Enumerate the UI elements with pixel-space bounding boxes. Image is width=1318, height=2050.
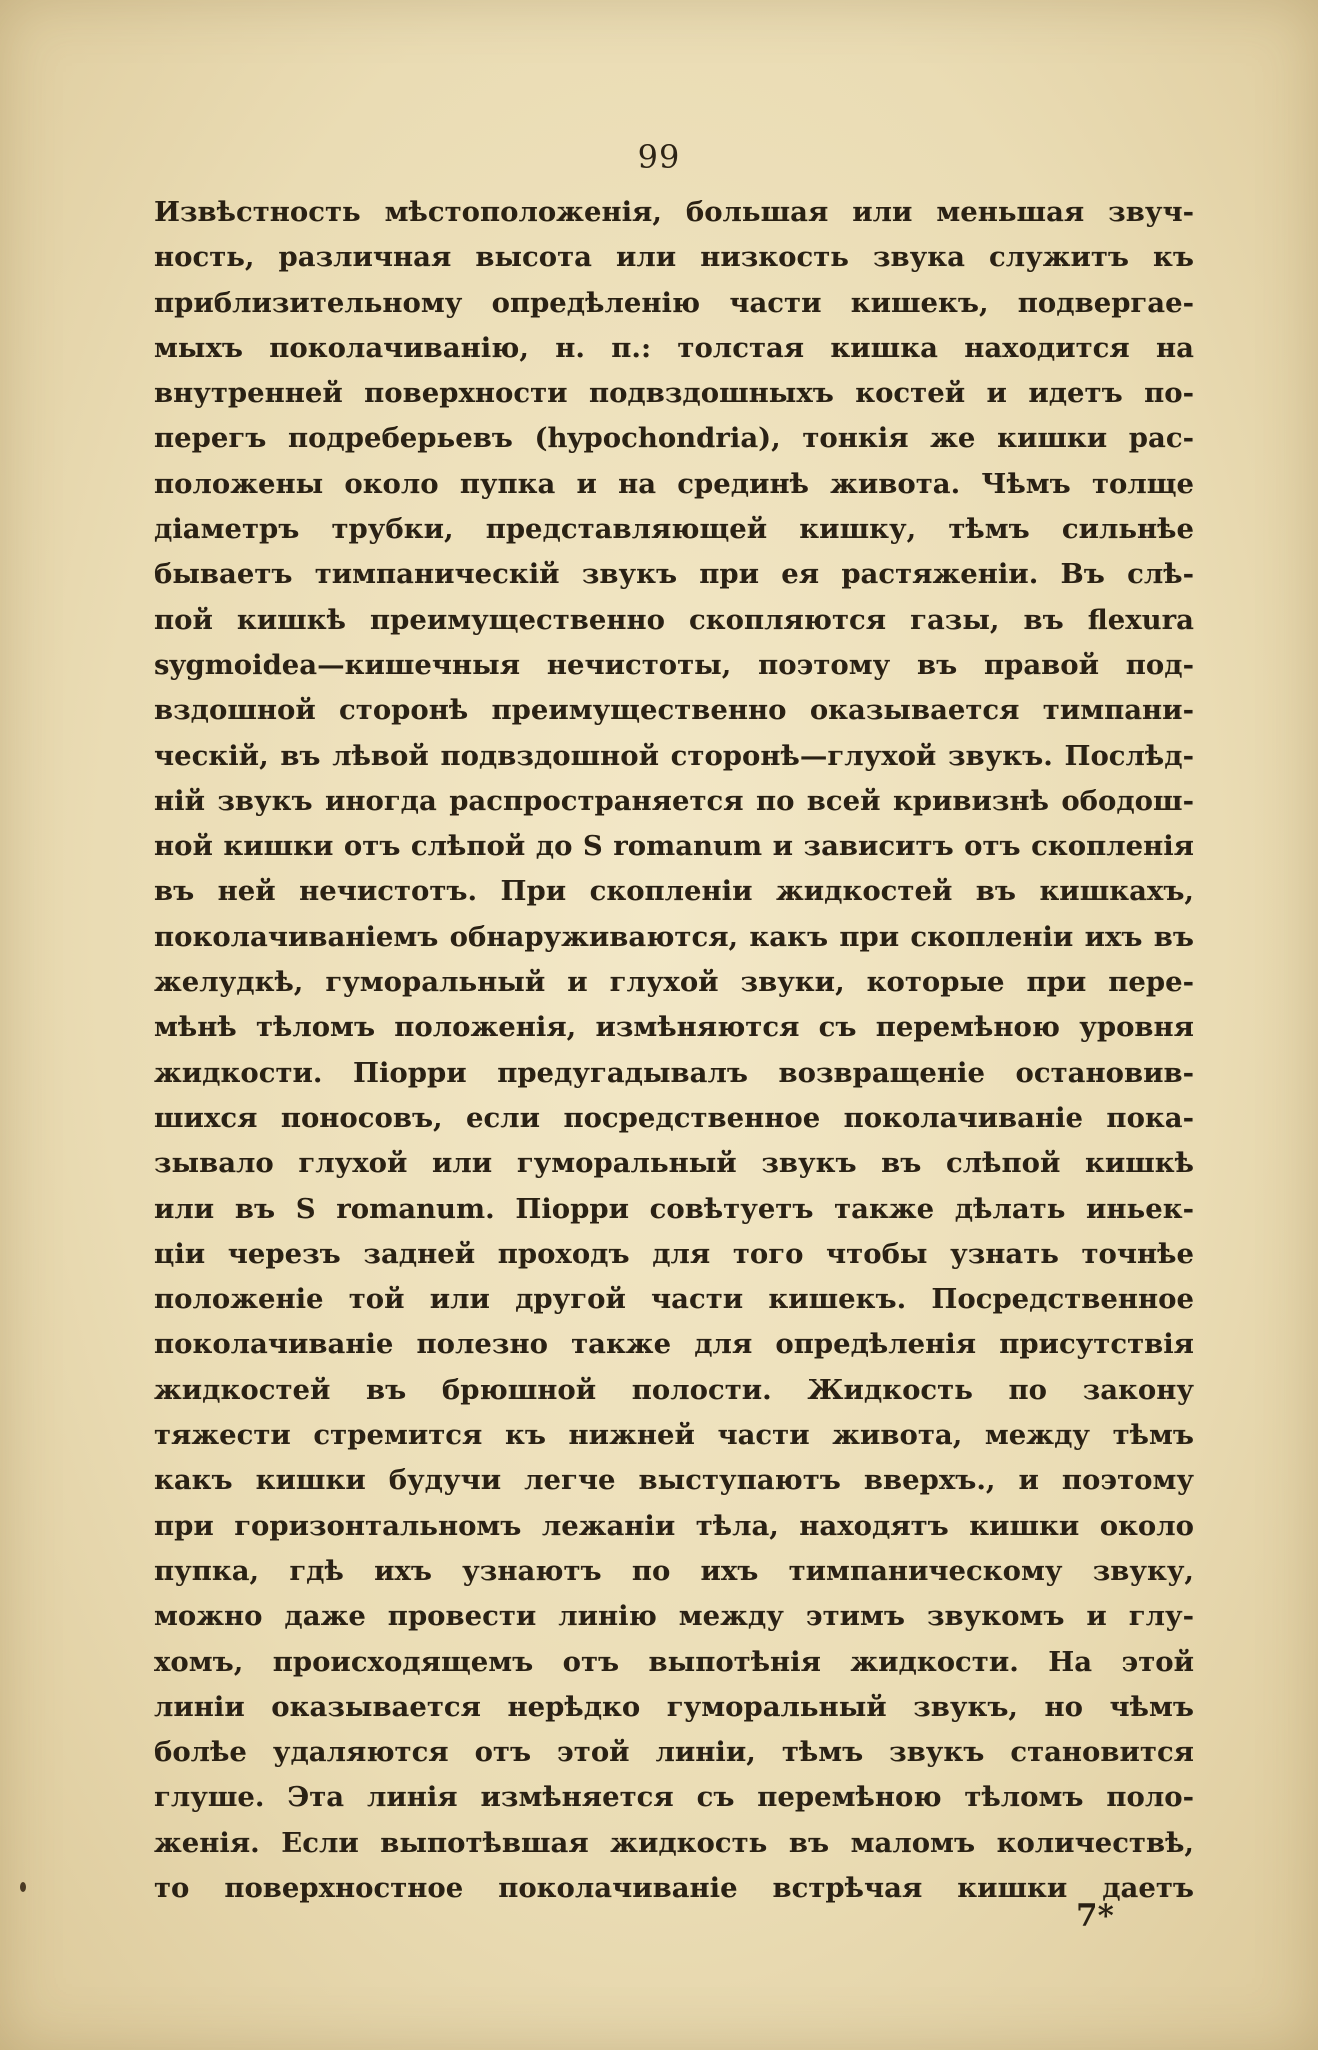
- text-line: какъ кишки будучи легче выступаютъ вверхъ., и поэтому: [154, 1464, 1194, 1497]
- text-line: хомъ, происходящемъ отъ выпотѣнія жидкости. На этой: [154, 1645, 1194, 1678]
- signature-mark: 7*: [1076, 1898, 1114, 1934]
- text-line: sygmoidea—кишечныя нечистоты, поэтому въ правой под-: [154, 648, 1194, 681]
- text-line: ческій, въ лѣвой подвздошной сторонѣ—глухой звукъ. Послѣд-: [154, 739, 1194, 772]
- text-line: то поверхностное поколачиваніе встрѣчая кишки даетъ: [154, 1871, 1194, 1904]
- text-line: болѣе удаляются отъ этой линіи, тѣмъ звукъ становится: [154, 1736, 1194, 1769]
- page-number: 99: [637, 138, 681, 176]
- text-line: при горизонтальномъ лежаніи тѣла, находятъ кишки около: [154, 1509, 1194, 1542]
- text-line: бываетъ тимпаническій звукъ при ея растяженіи. Въ слѣ-: [154, 558, 1194, 591]
- text-line: мѣнѣ тѣломъ положенія, измѣняются съ перемѣною уровня: [154, 1011, 1194, 1044]
- text-line: ность, различная высота или низкость звука служитъ къ: [154, 241, 1194, 274]
- text-line: Извѣстность мѣстоположенія, большая или меньшая звуч-: [154, 196, 1194, 228]
- ink-spot: [20, 1882, 26, 1892]
- text-line: шихся поносовъ, если посредственное поколачиваніе пока-: [154, 1101, 1194, 1134]
- text-line: поколачиваніе полезно также для опредѣленія присутствія: [154, 1328, 1194, 1361]
- text-line: линіи оказывается нерѣдко гуморальный звукъ, но чѣмъ: [154, 1690, 1194, 1723]
- text-line: діаметръ трубки, представляющей кишку, тѣмъ сильнѣе: [154, 513, 1194, 546]
- text-line: жидкости. Піорри предугадывалъ возвращеніе остановив-: [154, 1056, 1194, 1089]
- text-line: глуше. Эта линія измѣняется съ перемѣною тѣломъ поло-: [154, 1781, 1194, 1814]
- text-line: желудкѣ, гуморальный и глухой звуки, которые при пере-: [154, 966, 1194, 999]
- text-line: положеніе той или другой части кишекъ. Посредственное: [154, 1283, 1194, 1316]
- text-line: поколачиваніемъ обнаруживаются, какъ при скопленіи ихъ въ: [154, 920, 1194, 953]
- text-line: зывало глухой или гуморальный звукъ въ слѣпой кишкѣ: [154, 1147, 1194, 1180]
- text-line: тяжести стремится къ нижней части живота, между тѣмъ: [154, 1419, 1194, 1452]
- text-line: ній звукъ иногда распространяется по всей кривизнѣ ободош-: [154, 784, 1194, 817]
- text-line: внутренней поверхности подвздошныхъ костей и идетъ по-: [154, 377, 1194, 410]
- text-line: въ ней нечистотъ. При скопленіи жидкостей въ кишкахъ,: [154, 875, 1194, 908]
- text-line: положены около пупка и на срединѣ живота. Чѣмъ толще: [154, 467, 1194, 500]
- body-text: [154, 190, 1194, 1911]
- text-line: пой кишкѣ преимущественно скопляются газы, въ flexura: [154, 603, 1194, 636]
- text-line: пупка, гдѣ ихъ узнаютъ по ихъ тимпаническому звуку,: [154, 1554, 1194, 1587]
- text-line: жидкостей въ брюшной полости. Жидкость по закону: [154, 1373, 1194, 1406]
- text-line: ной кишки отъ слѣпой до S romanum и зависитъ отъ скопленія: [154, 830, 1194, 863]
- text-line: можно даже провести линію между этимъ звукомъ и глу-: [154, 1600, 1194, 1633]
- text-line: вздошной сторонѣ преимущественно оказывается тимпани-: [154, 694, 1194, 727]
- text-line: ціи черезъ задней проходъ для того чтобы узнать точнѣе: [154, 1237, 1194, 1270]
- text-line: женія. Если выпотѣвшая жидкость въ маломъ количествѣ,: [154, 1826, 1194, 1859]
- text-line: перегъ подреберьевъ (hypochondria), тонкія же кишки рас-: [154, 422, 1194, 455]
- text-line: мыхъ поколачиванію, н. п.: толстая кишка находится на: [154, 331, 1194, 364]
- text-line: или въ S romanum. Піорри совѣтуетъ также дѣлать иньек-: [154, 1192, 1194, 1225]
- text-line: приблизительному опредѣленію части кишекъ, подвергае-: [154, 286, 1194, 319]
